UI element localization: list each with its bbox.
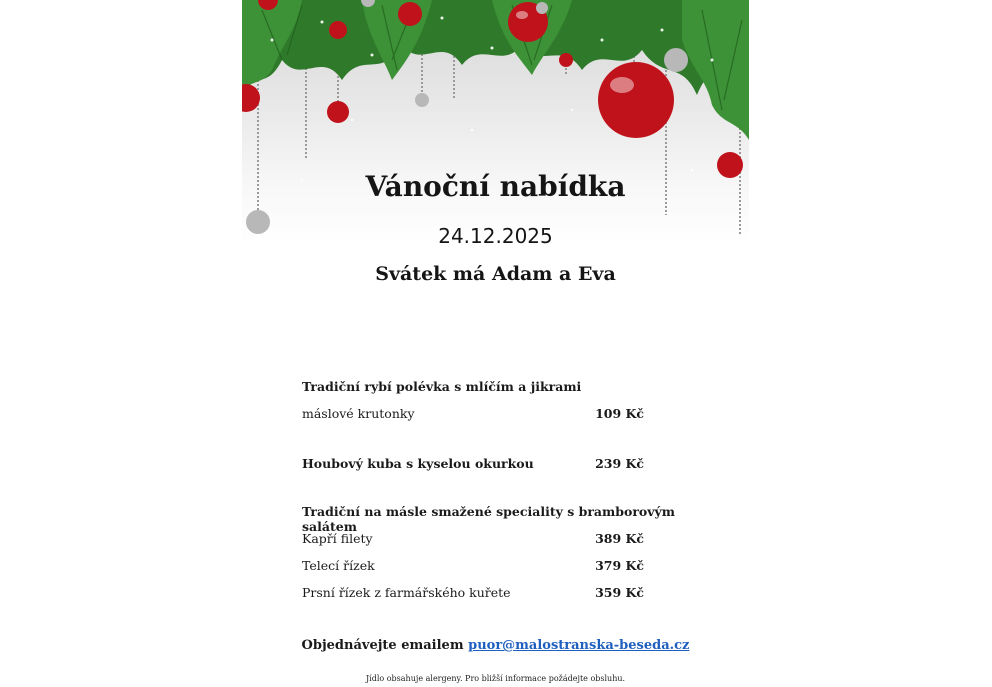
menu-item-name: Telecí řízek — [302, 558, 375, 573]
order-label: Objednávejte emailem — [301, 638, 464, 653]
menu-item-price: 389 Kč — [595, 531, 644, 546]
soup-price: 109 Kč — [595, 406, 644, 421]
order-email-link[interactable]: puor@malostranska-beseda.cz — [468, 638, 690, 653]
date: 24.12.2025 — [438, 224, 553, 248]
menu-page — [242, 0, 749, 687]
kuba-price: 239 Kč — [595, 456, 644, 471]
allergen-note: Jídlo obsahuje alergeny. Pro bližší informace požádejte obsluhu. — [365, 674, 626, 683]
soup-side: máslové krutonky — [302, 406, 415, 421]
menu-item — [302, 531, 644, 546]
order-contact — [242, 638, 749, 653]
nameday-line: Svátek má Adam a Eva — [375, 263, 616, 285]
kuba-name: Houbový kuba s kyselou okurkou — [302, 456, 534, 471]
menu-item — [302, 585, 644, 600]
menu-item-price: 379 Kč — [595, 558, 644, 573]
page-title: Vánoční nabídka — [365, 170, 626, 203]
menu-item-name: Prsní řízek z farmářského kuřete — [302, 585, 511, 600]
fried-heading: Tradiční na másle smažené speciality s bramborovým salátem — [302, 504, 675, 534]
menu-item-price: 359 Kč — [595, 585, 644, 600]
menu-heading-soup — [302, 379, 644, 394]
christmas-header-decoration — [242, 0, 749, 245]
menu-item — [302, 558, 644, 573]
menu-item-soup — [302, 406, 644, 421]
soup-heading: Tradiční rybí polévka s mlíčím a jikrami — [302, 379, 582, 394]
menu-heading-fried — [302, 504, 682, 534]
menu-item-kuba — [302, 456, 644, 471]
menu-item-name: Kapří filety — [302, 531, 373, 546]
fir-branches-ornaments-icon — [242, 0, 749, 245]
